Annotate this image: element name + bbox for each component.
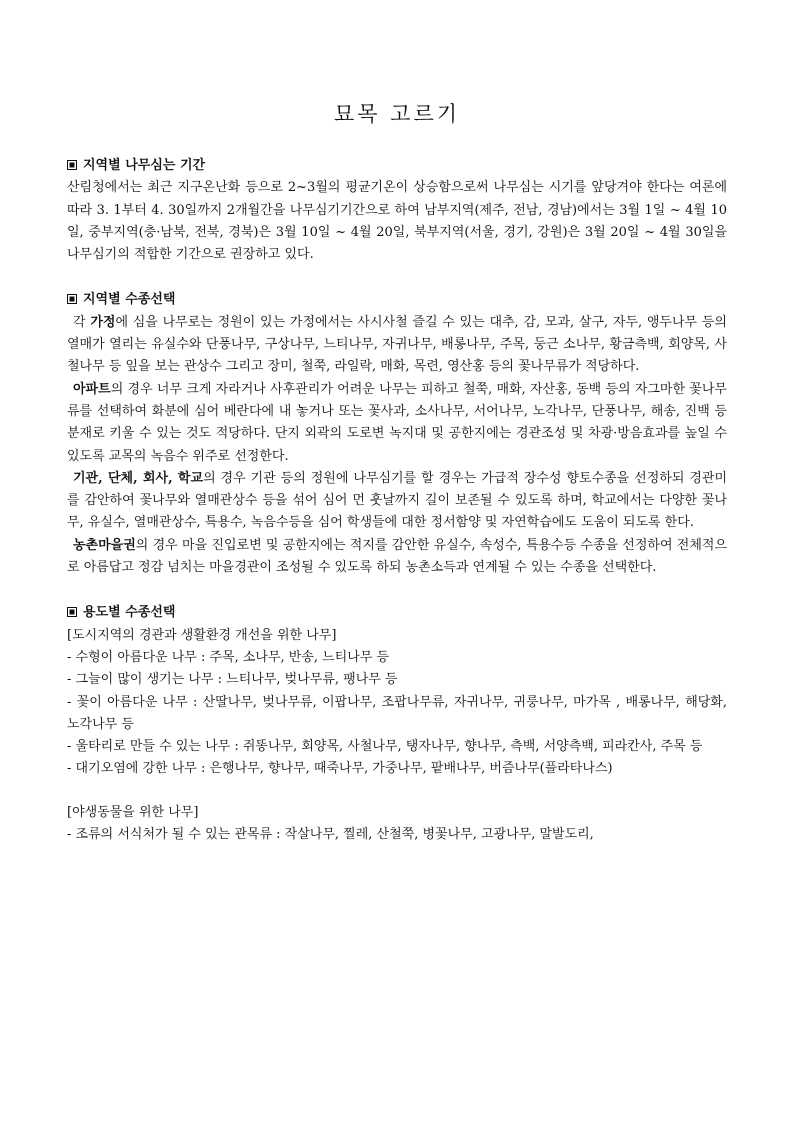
- paragraph-rural: [67, 535, 727, 580]
- section-heading-text: 용도별 수종선택: [83, 605, 176, 621]
- text: 의 경우 마을 진입로변 및 공한지에는 적지를 감안한 유실수, 속성수, 특용수등 수종을 선정하여 전체적으로 아름답고 정감 넘치는 마을경관이 조성될 수 있도록 하되 농촌소득과 연계될 수 있는 수종을 선택한다.: [67, 537, 727, 576]
- page-title: 묘목 고르기: [333, 102, 461, 126]
- text: 각: [73, 314, 91, 330]
- list-item: - 꽃이 아름다운 나무 : 산딸나무, 벚나무류, 이팝나무, 조팝나무류, 자귀나무, 귀룽나무, 마가목 , 배롱나무, 해당화, 노각나무 등: [67, 694, 727, 732]
- bold-keyword: 아파트: [73, 381, 111, 397]
- section-heading: [67, 155, 727, 177]
- document-body: [67, 155, 727, 846]
- paragraph-home: [67, 312, 727, 379]
- list-item: - 울타리로 만들 수 있는 나무 : 쥐똥나무, 회양목, 사철나무, 탱자나무, 향나무, 측백, 서양측백, 피라칸사, 주목 등: [67, 739, 703, 755]
- list-item: - 그늘이 많이 생기는 나무 : 느티나무, 벚나무류, 팽나무 등: [67, 672, 398, 688]
- paragraph-apartment: [67, 379, 727, 468]
- text: 에 심을 나무로는 정원이 있는 가정에서는 사시사철 즐길 수 있는 대추, 감, 모과, 살구, 자두, 앵두나무 등의 열매가 열리는 유실수와 단풍나무, 구상나무, 느티나무, 자귀나무, 배롱나무, 주목, 둥근 소나무, 황금측백, 회양목, 사철나무 등 잎을 보는 관상수 그리고 장미, 철쭉, 라일락, 매화, 목련, 영산홍 등의 꽃나무류가 적당하다.: [67, 314, 727, 375]
- paragraph-institution: [67, 468, 727, 535]
- list-item: - 조류의 서식처가 될 수 있는 관목류 : 작살나무, 찔레, 산철쭉, 병꽃나무, 고광나무, 말발도리,: [67, 827, 594, 843]
- section-heading: [67, 289, 727, 311]
- bold-keyword: 가정: [90, 314, 116, 330]
- section-heading-text: 지역별 나무심는 기간: [83, 158, 206, 173]
- bold-keyword: 농촌마을권: [73, 537, 136, 553]
- square-bullet-icon: [67, 607, 77, 617]
- text: 의 경우 기관 등의 정원에 나무심기를 할 경우는 가급적 장수성 향토수종을 선정하되 경관미를 감안하여 꽃나무와 열매관상수 등을 섞어 심어 먼 훗날까지 길이 보존될 수 있도록 하며, 학교에서는 다양한 꽃나무, 유실수, 열매관상수, 특용수, 녹음수등을 심어 학생들에 대한 정서함양 및 자연학습에도 도움이 되도록 한다.: [67, 470, 728, 531]
- section-purpose-species: [67, 602, 727, 846]
- section-heading-text: 지역별 수종선택: [83, 292, 176, 308]
- section-planting-period: [67, 155, 727, 266]
- subheading: [도시지역의 경관과 생활환경 개선을 위한 나무]: [67, 627, 337, 643]
- list-item: - 수형이 아름다운 나무 : 주목, 소나무, 반송, 느티나무 등: [67, 649, 390, 665]
- square-bullet-icon: [67, 160, 77, 170]
- square-bullet-icon: [67, 294, 77, 304]
- bold-keyword: 기관, 단체, 회사, 학교: [73, 470, 204, 486]
- section-regional-species: [67, 289, 727, 579]
- list-item: - 대기오염에 강한 나무 : 은행나무, 향나무, 때죽나무, 가중나무, 팥배나무, 버즘나무(플라타나스): [67, 761, 613, 777]
- section-heading: [67, 602, 727, 624]
- paragraph: 산림청에서는 최근 지구온난화 등으로 2~3월의 평균기온이 상승함으로써 나무심는 시기를 앞당겨야 한다는 여론에 따라 3. 1부터 4. 30일까지 2개월간을 나무심기기간으로 하여 남부지역(제주, 전남, 경남)에서는 3월 1일 ~ 4월 10일, 중부지역(충·남북, 전북, 경북)은 3월 10일 ~ 4월 20일, 북부지역(서울, 경기, 강원)은 3월 20일 ~ 4월 30일을 나무심기의 적합한 기간으로 권장하고 있다.: [67, 180, 727, 263]
- text: 의 경우 너무 크게 자라거나 사후관리가 어려운 나무는 피하고 철쭉, 매화, 자산홍, 동백 등의 자그마한 꽃나무류를 선택하여 화분에 심어 베란다에 내 놓거나 또는 꽃사과, 소사나무, 서어나무, 노각나무, 단풍나무, 해송, 진백 등 분재로 키울 수 있는 것도 적당하다. 단지 외곽의 도로변 녹지대 및 공한지에는 경관조성 및 차광·방음효과를 높일 수 있도록 교목의 녹음수 위주로 선정한다.: [67, 381, 727, 464]
- subheading: [야생동물을 위한 나무]: [67, 804, 199, 820]
